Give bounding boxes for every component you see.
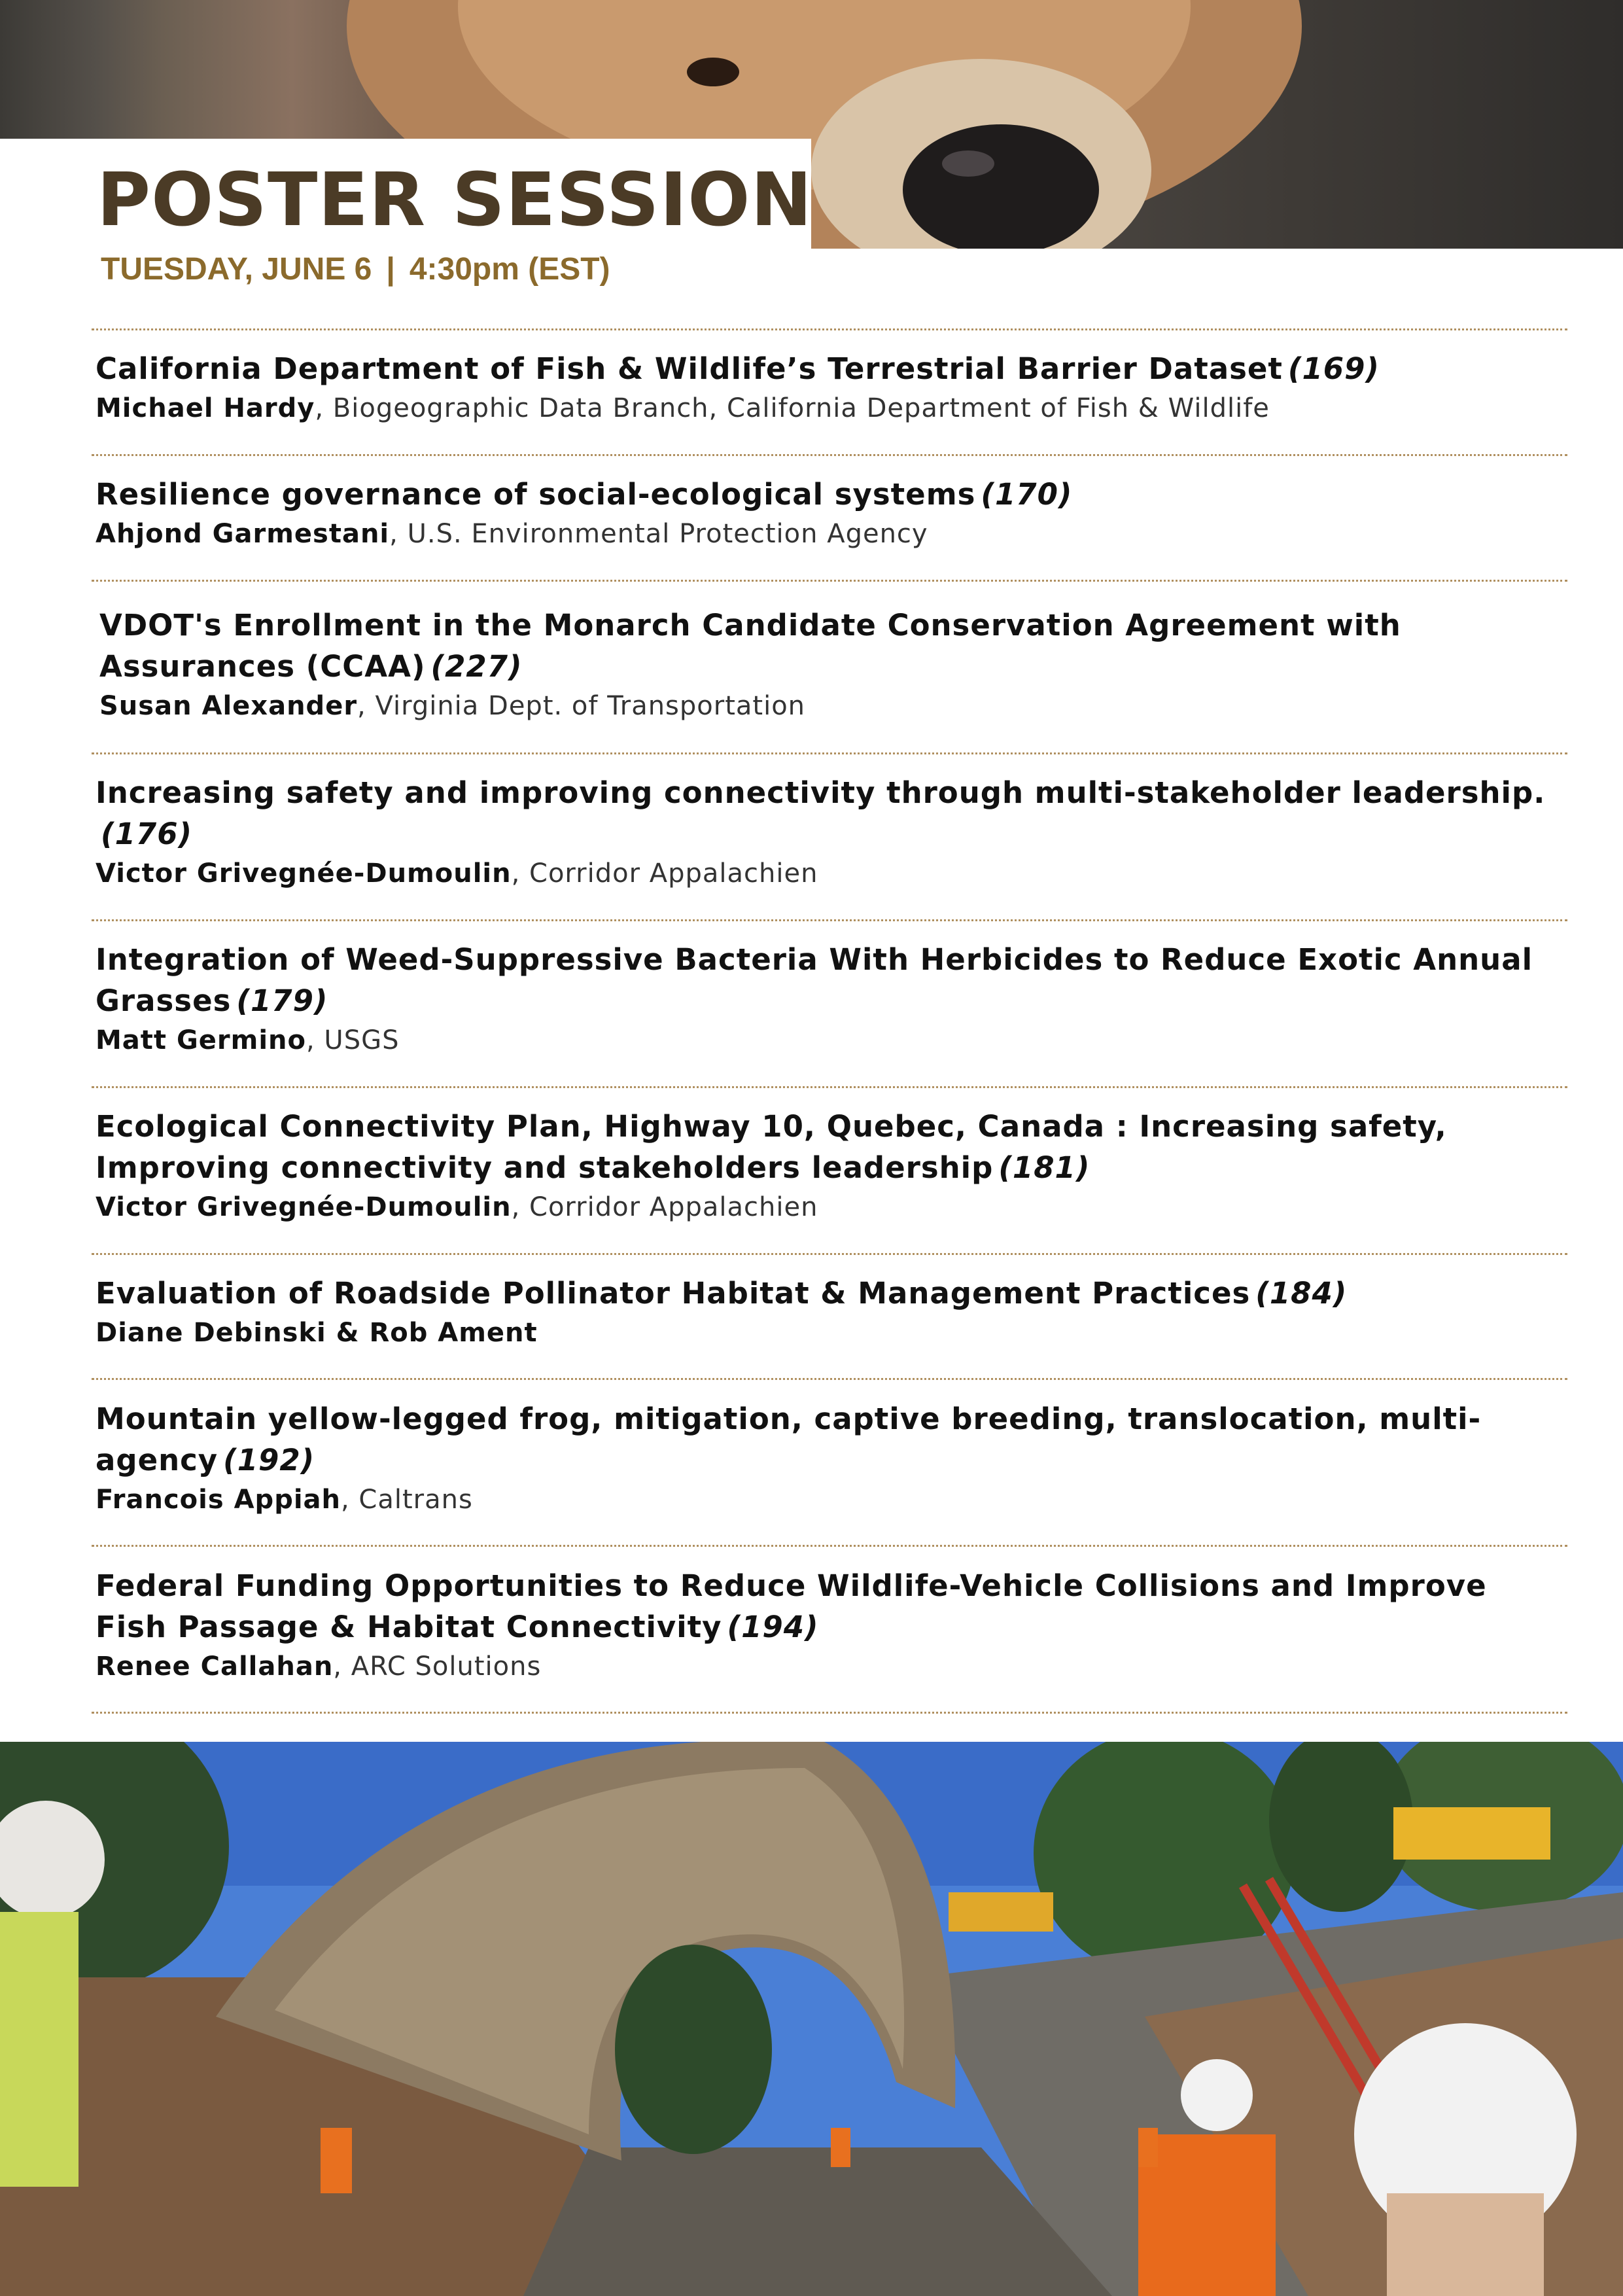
poster-number: (227) [430,649,523,684]
poster-author: Matt Germino [96,1025,306,1055]
poster-number: (179) [236,983,328,1018]
poster-number: (170) [981,477,1073,512]
poster-affiliation: , U.S. Environmental Protection Agency [389,519,928,549]
poster-byline [96,516,1567,552]
poster-byline [96,1482,1567,1517]
poster-title: California Department of Fish & Wildlife’s Terrestrial Barrier Dataset (169) [96,351,1380,386]
session-datetime [101,254,610,285]
poster-affiliation: , Virginia Dept. of Transportation [357,691,806,721]
page-title: POSTER SESSION [97,158,813,243]
poster-number: (184) [1255,1276,1348,1311]
poster-title: Ecological Connectivity Plan, Highway 10, Quebec, Canada : Increasing safety, Improving connectivity and stakeholders leadership (181) [96,1109,1447,1185]
session-date: TUESDAY, JUNE 6 [101,252,372,287]
poster-entry [96,348,1567,426]
divider [92,1712,1567,1714]
poster-author: Susan Alexander [99,691,358,721]
poster-author: Michael Hardy [96,393,315,423]
poster-byline [96,391,1567,426]
poster-author: Ahjond Garmestani [96,519,390,549]
poster-entry [96,474,1567,552]
poster-author: Francois Appiah [96,1485,341,1515]
poster-affiliation: , Corridor Appalachien [511,858,818,889]
divider [92,1378,1567,1380]
poster-author: Renee Callahan [96,1651,334,1682]
poster-byline [99,688,1567,724]
poster-affiliation: , Biogeographic Data Branch, California Department of Fish & Wildlife [315,393,1270,423]
poster-entry [96,1273,1567,1351]
divider [92,752,1567,754]
poster-author: Diane Debinski & Rob Ament [96,1318,538,1348]
poster-title: Integration of Weed-Suppressive Bacteria With Herbicides to Reduce Exotic Annual Grasses (179) [96,942,1533,1018]
divider [92,328,1567,330]
divider [92,580,1567,582]
poster-affiliation: , ARC Solutions [333,1651,542,1682]
poster-entry [96,1106,1567,1225]
poster-title: Increasing safety and improving connectivity through multi-stakeholder leadership.(176) [96,775,1546,851]
poster-title: Mountain yellow-legged frog, mitigation, captive breeding, translocation, multi-agency (192) [96,1402,1482,1477]
poster-byline [96,1315,1567,1351]
poster-number: (194) [727,1610,819,1644]
poster-byline [96,856,1567,891]
poster-affiliation: , Caltrans [341,1485,473,1515]
poster-entry [96,1398,1567,1517]
construction-photo [0,1742,1623,2296]
poster-title: VDOT's Enrollment in the Monarch Candidate Conservation Agreement with Assurances (CCAA) (227) [99,608,1401,684]
poster-byline [96,1649,1567,1684]
poster-author: Victor Grivegnée-Dumoulin [96,858,512,889]
poster-entry [96,939,1567,1058]
poster-byline [96,1190,1567,1225]
divider [92,1545,1567,1547]
poster-number: (176) [101,817,193,851]
poster-title: Resilience governance of social-ecological systems (170) [96,477,1073,512]
poster-entry [99,605,1567,724]
poster-affiliation: , USGS [306,1025,400,1055]
poster-author: Victor Grivegnée-Dumoulin [96,1192,512,1222]
poster-affiliation: , Corridor Appalachien [511,1192,818,1222]
poster-byline [96,1023,1567,1058]
poster-entry [96,772,1567,891]
poster-number: (192) [223,1443,315,1477]
poster-number: (181) [998,1150,1091,1185]
divider [92,1086,1567,1088]
divider [92,1253,1567,1255]
poster-title: Evaluation of Roadside Pollinator Habitat & Management Practices (184) [96,1276,1348,1311]
poster-number: (169) [1287,351,1380,386]
session-time: 4:30pm (EST) [409,252,610,287]
divider [92,454,1567,456]
poster-title: Federal Funding Opportunities to Reduce Wildlife-Vehicle Collisions and Improve Fish Passage & Habitat Connectivity (194) [96,1568,1487,1644]
divider [92,919,1567,921]
date-separator: | [386,252,395,287]
poster-entry [96,1565,1567,1684]
